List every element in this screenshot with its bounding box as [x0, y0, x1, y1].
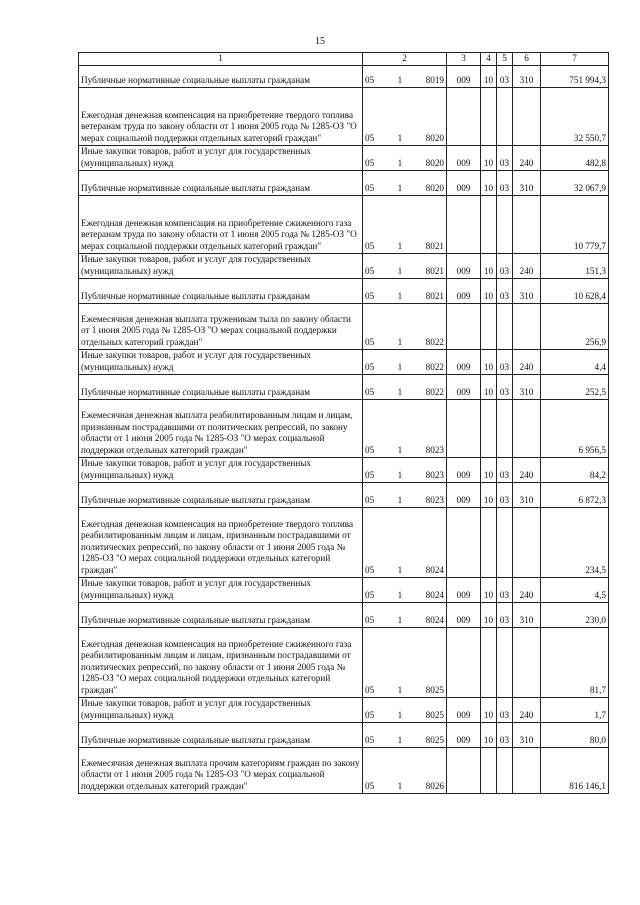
- program-code-part: 05: [365, 387, 375, 397]
- program-code-part: 8020: [425, 183, 444, 193]
- ministry-code: 009: [447, 145, 481, 170]
- program-code-part: 8023: [425, 470, 444, 480]
- table-row: [79, 697, 609, 722]
- program-code-part: 1: [397, 445, 403, 455]
- program-code-part: 8021: [425, 241, 444, 251]
- program-code-cell: [363, 253, 447, 278]
- row-description: Публичные нормативные социальные выплаты гражданам: [79, 65, 363, 87]
- table-row: [79, 482, 609, 507]
- expense-type-code: 310: [513, 170, 541, 195]
- expense-type-code: [513, 87, 541, 145]
- section-code: 10: [481, 278, 497, 303]
- table-row: [79, 747, 609, 793]
- section-code: 10: [481, 602, 497, 627]
- row-description: Публичные нормативные социальные выплаты гражданам: [79, 278, 363, 303]
- program-code-cell: [363, 399, 447, 457]
- program-code-cell: [363, 602, 447, 627]
- program-code-cell: [363, 627, 447, 697]
- expense-type-code: 240: [513, 349, 541, 374]
- ministry-code: 009: [447, 482, 481, 507]
- row-description: Ежемесячная денежная выплата прочим категориям граждан по закону области от 1 июня 2005 года № 1285-ОЗ "О мерах социальной поддержки отдельных категорий граждан": [79, 747, 363, 793]
- program-code-part: 8025: [425, 735, 444, 745]
- amount-value: 482,8: [541, 145, 609, 170]
- section-code: 10: [481, 457, 497, 482]
- column-header: 4: [481, 53, 497, 66]
- column-header: 7: [541, 53, 609, 66]
- column-header: 6: [513, 53, 541, 66]
- program-code-cell: [363, 722, 447, 747]
- expense-type-code: 310: [513, 482, 541, 507]
- program-code-part: 8020: [425, 158, 444, 168]
- table-row: [79, 722, 609, 747]
- ministry-code: [447, 399, 481, 457]
- program-code-part: 05: [365, 75, 375, 85]
- subsection-code: 03: [497, 349, 513, 374]
- program-code-part: 8024: [425, 590, 444, 600]
- table-row: [79, 349, 609, 374]
- program-code-part: 8021: [425, 266, 444, 276]
- row-description: Ежемесячная денежная выплата труженикам тыла по закону области от 1 июня 2005 года № 1285-ОЗ "О мерах социальной поддержки отдельных категорий граждан": [79, 303, 363, 349]
- row-description: Ежегодная денежная компенсация на приобретение твердого топлива ветеранам труда по закону области от 1 июня 2005 года № 1285-ОЗ "О мерах социальной поддержки отдельных категорий граждан": [79, 87, 363, 145]
- program-code-part: 1: [397, 362, 403, 372]
- amount-value: 4,4: [541, 349, 609, 374]
- amount-value: 151,3: [541, 253, 609, 278]
- program-code-part: 05: [365, 710, 375, 720]
- amount-value: 10 628,4: [541, 278, 609, 303]
- section-code: 10: [481, 65, 497, 87]
- program-code-part: 1: [397, 735, 403, 745]
- program-code-part: 8023: [425, 445, 444, 455]
- section-code: 10: [481, 722, 497, 747]
- ministry-code: [447, 195, 481, 253]
- amount-value: 10 779,7: [541, 195, 609, 253]
- expense-type-code: 240: [513, 145, 541, 170]
- program-code-cell: [363, 697, 447, 722]
- header-row: [79, 53, 609, 66]
- program-code-part: 05: [365, 470, 375, 480]
- ministry-code: 009: [447, 697, 481, 722]
- ministry-code: [447, 627, 481, 697]
- program-code-part: 8022: [425, 362, 444, 372]
- section-code: [481, 303, 497, 349]
- program-code-part: 1: [397, 685, 403, 695]
- section-code: [481, 507, 497, 577]
- program-code-cell: [363, 278, 447, 303]
- program-code-part: 1: [397, 387, 403, 397]
- amount-value: 816 146,1: [541, 747, 609, 793]
- row-description: Иные закупки товаров, работ и услуг для государственных (муниципальных) нужд: [79, 697, 363, 722]
- expense-type-code: 310: [513, 65, 541, 87]
- column-header: 1: [79, 53, 363, 66]
- program-code-cell: [363, 65, 447, 87]
- amount-value: 252,5: [541, 374, 609, 399]
- section-code: 10: [481, 145, 497, 170]
- program-code-part: 8020: [425, 133, 444, 143]
- program-code-part: 8024: [425, 615, 444, 625]
- amount-value: 1,7: [541, 697, 609, 722]
- expense-type-code: 240: [513, 457, 541, 482]
- column-header: 3: [447, 53, 481, 66]
- program-code-part: 05: [365, 565, 375, 575]
- program-code-part: 05: [365, 362, 375, 372]
- table-row: [79, 399, 609, 457]
- program-code-part: 1: [397, 615, 403, 625]
- table-row: [79, 577, 609, 602]
- ministry-code: 009: [447, 722, 481, 747]
- section-code: 10: [481, 253, 497, 278]
- subsection-code: 03: [497, 145, 513, 170]
- row-description: Иные закупки товаров, работ и услуг для государственных (муниципальных) нужд: [79, 349, 363, 374]
- subsection-code: 03: [497, 65, 513, 87]
- table-row: [79, 602, 609, 627]
- row-description: Иные закупки товаров, работ и услуг для государственных (муниципальных) нужд: [79, 577, 363, 602]
- program-code-part: 8024: [425, 565, 444, 575]
- program-code-cell: [363, 170, 447, 195]
- expense-type-code: [513, 195, 541, 253]
- section-code: [481, 195, 497, 253]
- ministry-code: 009: [447, 602, 481, 627]
- program-code-part: 1: [397, 590, 403, 600]
- program-code-part: 05: [365, 291, 375, 301]
- expense-type-code: [513, 303, 541, 349]
- subsection-code: 03: [497, 697, 513, 722]
- subsection-code: [497, 87, 513, 145]
- program-code-part: 1: [397, 495, 403, 505]
- subsection-code: 03: [497, 602, 513, 627]
- program-code-cell: [363, 482, 447, 507]
- subsection-code: [497, 303, 513, 349]
- program-code-part: 05: [365, 735, 375, 745]
- program-code-part: 8025: [425, 710, 444, 720]
- amount-value: 80,0: [541, 722, 609, 747]
- ministry-code: 009: [447, 253, 481, 278]
- program-code-part: 05: [365, 685, 375, 695]
- program-code-cell: [363, 87, 447, 145]
- row-description: Ежегодная денежная компенсация на приобретение сжиженного газа ветеранам труда по закону области от 1 июня 2005 года № 1285-ОЗ "О мерах социальной поддержки отдельных категорий граждан": [79, 195, 363, 253]
- row-description: Иные закупки товаров, работ и услуг для государственных (муниципальных) нужд: [79, 457, 363, 482]
- row-description: Публичные нормативные социальные выплаты гражданам: [79, 482, 363, 507]
- program-code-cell: [363, 145, 447, 170]
- ministry-code: 009: [447, 349, 481, 374]
- ministry-code: 009: [447, 278, 481, 303]
- row-description: Публичные нормативные социальные выплаты гражданам: [79, 374, 363, 399]
- program-code-cell: [363, 747, 447, 793]
- program-code-part: 05: [365, 337, 375, 347]
- subsection-code: 03: [497, 170, 513, 195]
- table-row: [79, 87, 609, 145]
- section-code: [481, 399, 497, 457]
- amount-value: 32 067,9: [541, 170, 609, 195]
- row-description: Ежегодная денежная компенсация на приобретение сжиженного газа реабилитированным лицам и лицам, признанным пострадавшими от политических репрессий, по закону области от 1 июня 2005 года № 1285-ОЗ "О мерах социальной поддержки отдельных категорий граждан": [79, 627, 363, 697]
- program-code-part: 05: [365, 445, 375, 455]
- subsection-code: 03: [497, 374, 513, 399]
- section-code: 10: [481, 697, 497, 722]
- program-code-part: 05: [365, 615, 375, 625]
- expense-type-code: 240: [513, 577, 541, 602]
- program-code-part: 05: [365, 133, 375, 143]
- amount-value: 230,0: [541, 602, 609, 627]
- section-code: 10: [481, 374, 497, 399]
- section-code: [481, 87, 497, 145]
- subsection-code: [497, 399, 513, 457]
- amount-value: 32 550,7: [541, 87, 609, 145]
- subsection-code: [497, 627, 513, 697]
- section-code: 10: [481, 170, 497, 195]
- amount-value: 81,7: [541, 627, 609, 697]
- row-description: Публичные нормативные социальные выплаты гражданам: [79, 722, 363, 747]
- section-code: 10: [481, 482, 497, 507]
- section-code: [481, 627, 497, 697]
- table-row: [79, 278, 609, 303]
- program-code-cell: [363, 507, 447, 577]
- program-code-part: 05: [365, 781, 375, 791]
- subsection-code: 03: [497, 722, 513, 747]
- program-code-part: 8026: [425, 781, 444, 791]
- row-description: Ежемесячная денежная выплата реабилитированным лицам и лицам, признанным пострадавшими от политических репрессий, по закону области от 1 июня 2005 года № 1285-ОЗ "О мерах социальной поддержки отдельных категорий граждан": [79, 399, 363, 457]
- column-header: 5: [497, 53, 513, 66]
- program-code-part: 1: [397, 183, 403, 193]
- budget-table: [78, 52, 609, 794]
- expense-type-code: 310: [513, 374, 541, 399]
- ministry-code: 009: [447, 170, 481, 195]
- program-code-cell: [363, 349, 447, 374]
- amount-value: 6 956,5: [541, 399, 609, 457]
- program-code-cell: [363, 577, 447, 602]
- table-row: [79, 65, 609, 87]
- expense-type-code: 310: [513, 602, 541, 627]
- program-code-part: 1: [397, 266, 403, 276]
- program-code-part: 8019: [425, 75, 444, 85]
- program-code-part: 1: [397, 158, 403, 168]
- ministry-code: [447, 303, 481, 349]
- amount-value: 256,9: [541, 303, 609, 349]
- row-description: Публичные нормативные социальные выплаты гражданам: [79, 602, 363, 627]
- program-code-part: 05: [365, 183, 375, 193]
- program-code-part: 8022: [425, 387, 444, 397]
- row-description: Иные закупки товаров, работ и услуг для государственных (муниципальных) нужд: [79, 145, 363, 170]
- program-code-cell: [363, 374, 447, 399]
- ministry-code: [447, 507, 481, 577]
- subsection-code: [497, 195, 513, 253]
- program-code-part: 05: [365, 241, 375, 251]
- section-code: 10: [481, 577, 497, 602]
- program-code-part: 1: [397, 75, 403, 85]
- program-code-cell: [363, 457, 447, 482]
- program-code-part: 1: [397, 133, 403, 143]
- ministry-code: 009: [447, 65, 481, 87]
- section-code: 10: [481, 349, 497, 374]
- subsection-code: 03: [497, 253, 513, 278]
- program-code-part: 1: [397, 470, 403, 480]
- expense-type-code: 240: [513, 253, 541, 278]
- expense-type-code: [513, 507, 541, 577]
- expense-type-code: [513, 747, 541, 793]
- section-code: [481, 747, 497, 793]
- program-code-part: 1: [397, 291, 403, 301]
- ministry-code: 009: [447, 457, 481, 482]
- program-code-part: 8023: [425, 495, 444, 505]
- table-row: [79, 627, 609, 697]
- subsection-code: 03: [497, 577, 513, 602]
- ministry-code: [447, 747, 481, 793]
- expense-type-code: [513, 627, 541, 697]
- program-code-part: 1: [397, 241, 403, 251]
- table-row: [79, 374, 609, 399]
- expense-type-code: [513, 399, 541, 457]
- table-row: [79, 507, 609, 577]
- row-description: Иные закупки товаров, работ и услуг для государственных (муниципальных) нужд: [79, 253, 363, 278]
- table-row: [79, 457, 609, 482]
- row-description: Ежегодная денежная компенсация на приобретение твердого топлива реабилитированным лицам и лицам, признанным пострадавшими от политических репрессий, по закону области от 1 июня 2005 года № 1285-ОЗ "О мерах социальной поддержки отдельных категорий граждан": [79, 507, 363, 577]
- amount-value: 234,5: [541, 507, 609, 577]
- program-code-part: 05: [365, 590, 375, 600]
- table-row: [79, 253, 609, 278]
- program-code-part: 8025: [425, 685, 444, 695]
- subsection-code: [497, 747, 513, 793]
- amount-value: 84,2: [541, 457, 609, 482]
- program-code-cell: [363, 303, 447, 349]
- amount-value: 4,5: [541, 577, 609, 602]
- subsection-code: [497, 507, 513, 577]
- program-code-part: 8021: [425, 291, 444, 301]
- subsection-code: 03: [497, 457, 513, 482]
- amount-value: 6 872,3: [541, 482, 609, 507]
- program-code-part: 05: [365, 266, 375, 276]
- ministry-code: 009: [447, 374, 481, 399]
- program-code-part: 8022: [425, 337, 444, 347]
- table-row: [79, 145, 609, 170]
- ministry-code: 009: [447, 577, 481, 602]
- expense-type-code: 310: [513, 722, 541, 747]
- amount-value: 751 994,3: [541, 65, 609, 87]
- expense-type-code: 310: [513, 278, 541, 303]
- program-code-part: 1: [397, 710, 403, 720]
- subsection-code: 03: [497, 278, 513, 303]
- row-description: Публичные нормативные социальные выплаты гражданам: [79, 170, 363, 195]
- ministry-code: [447, 87, 481, 145]
- subsection-code: 03: [497, 482, 513, 507]
- program-code-part: 05: [365, 495, 375, 505]
- program-code-part: 1: [397, 337, 403, 347]
- program-code-part: 05: [365, 158, 375, 168]
- program-code-cell: [363, 195, 447, 253]
- expense-type-code: 240: [513, 697, 541, 722]
- program-code-part: 1: [397, 781, 403, 791]
- table-row: [79, 170, 609, 195]
- table-row: [79, 303, 609, 349]
- table-row: [79, 195, 609, 253]
- page-number: 15: [315, 36, 325, 47]
- program-code-part: 1: [397, 565, 403, 575]
- column-header: 2: [363, 53, 447, 66]
